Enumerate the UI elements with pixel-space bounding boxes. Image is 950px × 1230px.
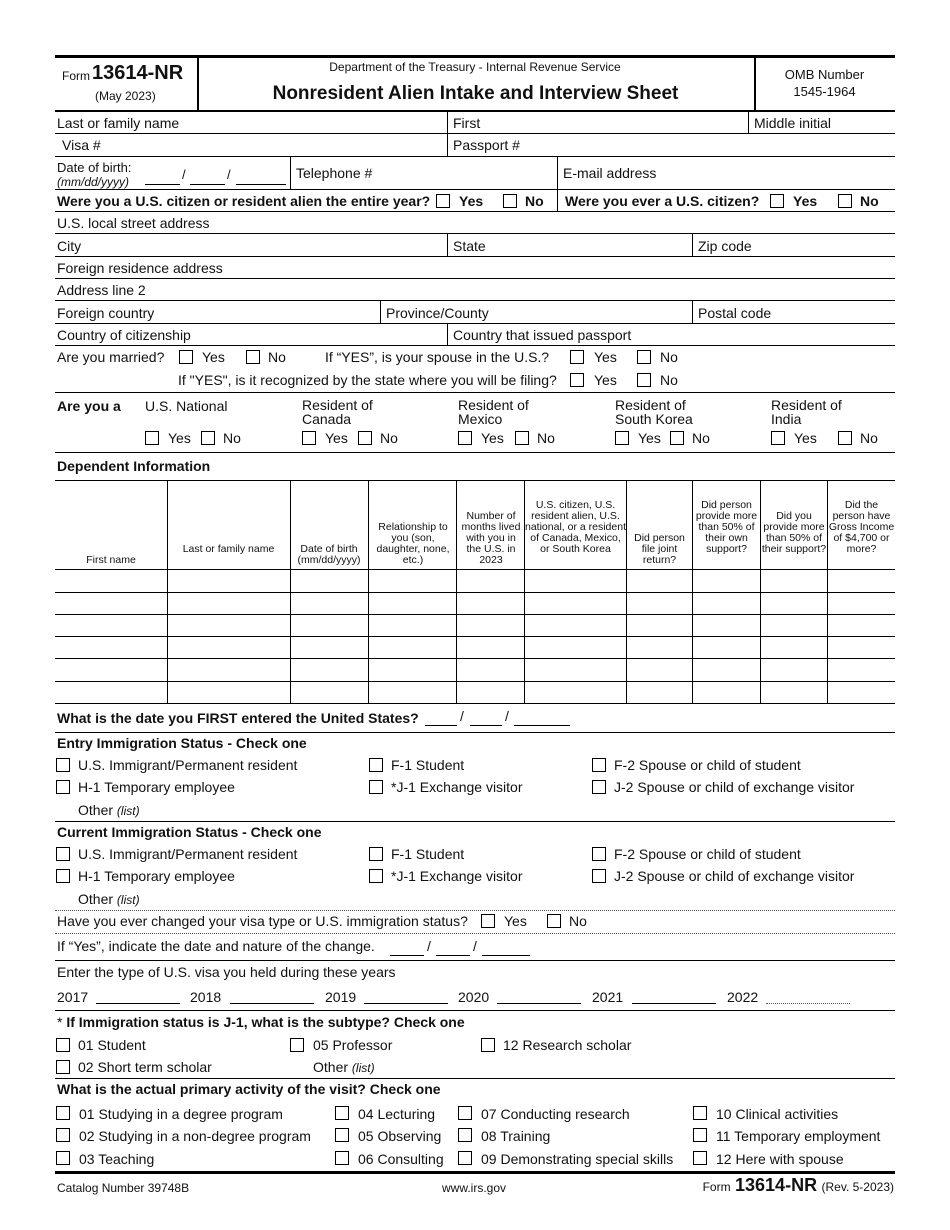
date-slash: / [460,708,464,724]
date-slash: / [505,708,509,724]
no-label: No [380,430,398,446]
india-label: Resident of India [771,397,842,427]
no-label: No [860,430,878,446]
dep-col-joint-return: Did person file joint return? [634,532,685,566]
entry-j1-label: *J-1 Exchange visitor [391,779,523,795]
j1-student-checkbox[interactable] [56,1038,70,1052]
activity-11-label: 11 Temporary employment [716,1128,881,1144]
recognized-no-checkbox[interactable] [637,373,651,387]
south-korea-label: Resident of South Korea [615,397,693,427]
yes-label: Yes [638,430,661,446]
south-korea-yes-checkbox[interactable] [615,431,629,445]
dep-col-relationship: Relationship to you (son, daughter, none, etc.) [376,521,450,566]
state-label[interactable]: State [453,238,486,254]
omb-number: 1545-1964 [793,84,856,99]
us-national-no-checkbox[interactable] [201,431,215,445]
no-label: No [860,193,879,209]
middle-initial-label[interactable]: Middle initial [754,115,832,131]
email-label[interactable]: E-mail address [563,165,657,181]
j1-research-checkbox[interactable] [481,1038,495,1052]
dependent-info-title: Dependent Information [57,458,211,474]
agency: Department of the Treasury - Internal Revenue Service [329,60,621,74]
activity-05-label: 05 Observing [358,1128,442,1144]
current-h1-label: H-1 Temporary employee [78,868,235,884]
us-national-yes-checkbox[interactable] [145,431,159,445]
current-f2-checkbox[interactable] [592,847,606,861]
current-f1-label: F-1 Student [391,846,465,862]
india-no-checkbox[interactable] [838,431,852,445]
passport-label[interactable]: Passport # [453,137,520,153]
entry-j2-label: J-2 Spouse or child of exchange visitor [614,779,855,795]
south-korea-no-checkbox[interactable] [670,431,684,445]
entry-j2-checkbox[interactable] [592,780,606,794]
changed-date-question: If “Yes”, indicate the date and nature of the change. [57,938,375,954]
canada-no-checkbox[interactable] [358,431,372,445]
spouse-yes-checkbox[interactable] [570,350,584,364]
dob-slash: / [182,167,186,182]
activity-04-checkbox[interactable] [335,1106,349,1120]
no-label: No [569,913,587,929]
canada-yes-checkbox[interactable] [302,431,316,445]
yes-label: Yes [504,913,527,929]
j1-student-label: 01 Student [78,1037,146,1053]
citizen-resident-no-checkbox[interactable] [503,194,517,208]
date-slash: / [473,938,477,954]
dob-format: (mm/dd/yyyy) [57,175,129,189]
citizenship-label[interactable]: Country of citizenship [57,327,191,343]
form-title: Nonresident Alien Intake and Interview Sheet [272,83,679,104]
entry-j1-checkbox[interactable] [369,780,383,794]
activity-10-checkbox[interactable] [693,1106,707,1120]
entry-status-title: Entry Immigration Status - Check one [57,735,307,751]
j1-short-term-label: 02 Short term scholar [78,1059,212,1075]
year-2022-label: 2022 [727,989,759,1005]
activity-03-checkbox[interactable] [56,1151,70,1165]
married-question: Are you married? [57,349,165,365]
current-h1-checkbox[interactable] [56,869,70,883]
ever-citizen-no-checkbox[interactable] [838,194,852,208]
first-entered-question: What is the date you FIRST entered the United States? [57,710,419,726]
us-national-label: U.S. National [145,398,228,414]
are-you-label: Are you a [57,398,121,414]
current-permanent-label: U.S. Immigrant/Permanent resident [78,846,298,862]
activity-09-checkbox[interactable] [458,1151,472,1165]
form-number: 13614-NR [92,62,184,84]
dep-col-own-support: Did person provide more than 50% of their own support? [695,499,758,555]
citizen-resident-yes-checkbox[interactable] [436,194,450,208]
yes-label: Yes [594,349,617,365]
first-name-label[interactable]: First [453,115,481,131]
current-j1-label: *J-1 Exchange visitor [391,868,523,884]
mexico-yes-checkbox[interactable] [458,431,472,445]
mexico-label: Resident of Mexico [458,397,529,427]
passport-country-label[interactable]: Country that issued passport [453,327,632,343]
citizen-resident-question: Were you a U.S. citizen or resident alien the entire year? [57,193,431,209]
city-label[interactable]: City [57,238,82,254]
omb-label: OMB Number [784,67,865,82]
activity-02-label: 02 Studying in a non-degree program [79,1128,311,1144]
year-2021-label: 2021 [592,989,624,1005]
no-label: No [660,349,678,365]
yes-label: Yes [793,193,818,209]
dep-col-months: Number of months lived with you in the U.S. in 2023 [461,510,521,566]
spouse-no-checkbox[interactable] [637,350,651,364]
activity-08-checkbox[interactable] [458,1128,472,1142]
year-2018-label: 2018 [190,989,222,1005]
activity-05-checkbox[interactable] [335,1128,349,1142]
current-other-label[interactable]: Other (list) [78,891,140,907]
entry-f2-checkbox[interactable] [592,758,606,772]
year-2017-input[interactable] [96,1003,180,1004]
form-date: (May 2023) [95,89,156,103]
activity-04-label: 04 Lecturing [358,1106,436,1122]
zip-label[interactable]: Zip code [698,238,752,254]
current-j2-label: J-2 Spouse or child of exchange visitor [614,868,855,884]
dep-col-citizen-status: U.S. citizen, U.S. resident alien, U.S. national, or a resident of Canada, Mexico, or South Korea [525,499,626,555]
activity-01-checkbox[interactable] [56,1106,70,1120]
yes-label: Yes [325,430,348,446]
spouse-in-us-question: If “YES”, is your spouse in the U.S.? [325,349,550,365]
activity-11-checkbox[interactable] [693,1128,707,1142]
j1-other-label[interactable]: Other (list) [313,1059,375,1075]
current-j2-checkbox[interactable] [592,869,606,883]
entry-permanent-checkbox[interactable] [56,758,70,772]
yes-label: Yes [202,349,225,365]
entry-other-label[interactable]: Other (list) [78,802,140,818]
mexico-no-checkbox[interactable] [515,431,529,445]
married-no-checkbox[interactable] [246,350,260,364]
year-2022-input[interactable] [766,1003,850,1004]
dep-col-last-name: Last or family name [182,543,275,555]
no-label: No [692,430,710,446]
dep-col-gross-income: Did the person have Gross Income of $4,700 or more? [828,499,895,555]
activity-06-label: 06 Consulting [358,1151,444,1167]
yes-label: Yes [168,430,191,446]
telephone-label[interactable]: Telephone # [296,165,373,181]
entry-h1-checkbox[interactable] [56,780,70,794]
form-word: Form [62,69,90,83]
activity-12-label: 12 Here with spouse [716,1151,844,1167]
dob-slash: / [227,167,231,182]
year-2021-input[interactable] [632,1003,716,1004]
entry-f2-label: F-2 Spouse or child of student [614,757,801,773]
year-2020-label: 2020 [458,989,490,1005]
street-address-label[interactable]: U.S. local street address [57,215,210,231]
dep-col-first-name: First name [86,554,136,566]
j1-professor-label: 05 Professor [313,1037,393,1053]
year-2019-label: 2019 [325,989,357,1005]
yes-label: Yes [794,430,817,446]
current-f1-checkbox[interactable] [369,847,383,861]
activity-01-label: 01 Studying in a degree program [79,1106,283,1122]
canada-label: Resident of Canada [302,397,373,427]
no-label: No [268,349,286,365]
activity-12-checkbox[interactable] [693,1151,707,1165]
current-f2-label: F-2 Spouse or child of student [614,846,801,862]
province-label[interactable]: Province/County [386,305,489,321]
dep-col-your-support: Did you provide more than 50% of their support? [761,510,827,555]
j1-professor-checkbox[interactable] [290,1038,304,1052]
j1-research-label: 12 Research scholar [503,1037,632,1053]
activity-03-label: 03 Teaching [79,1151,155,1167]
ever-citizen-yes-checkbox[interactable] [770,194,784,208]
ever-citizen-question: Were you ever a U.S. citizen? [565,193,760,209]
no-label: No [660,372,678,388]
year-2018-input[interactable] [230,1003,314,1004]
catalog-number: Catalog Number 39748B [57,1181,190,1195]
dob-label: Date of birth: [57,160,132,175]
j1-subtype-title: * If Immigration status is J-1, what is the subtype? Check one [57,1014,465,1030]
foreign-country-label[interactable]: Foreign country [57,305,155,321]
activity-09-label: 09 Demonstrating special skills [481,1151,674,1167]
entry-f1-label: F-1 Student [391,757,465,773]
changed-yes-checkbox[interactable] [481,914,495,928]
no-label: No [537,430,555,446]
no-label: No [223,430,241,446]
postal-code-label[interactable]: Postal code [698,305,772,321]
activity-08-label: 08 Training [481,1128,551,1144]
no-label: No [525,193,544,209]
changed-no-checkbox[interactable] [547,914,561,928]
activity-06-checkbox[interactable] [335,1151,349,1165]
married-yes-checkbox[interactable] [179,350,193,364]
activity-02-checkbox[interactable] [56,1128,70,1142]
foreign-residence-label[interactable]: Foreign residence address [57,260,223,276]
last-name-label[interactable]: Last or family name [57,115,180,131]
footer-form-id: Form 13614-NR (Rev. 5-2023) [702,1175,894,1195]
yes-label: Yes [459,193,484,209]
entry-h1-label: H-1 Temporary employee [78,779,235,795]
irs-website[interactable]: www.irs.gov [442,1181,507,1195]
dependent-rows[interactable] [55,569,895,703]
current-j1-checkbox[interactable] [369,869,383,883]
current-permanent-checkbox[interactable] [56,847,70,861]
recognized-yes-checkbox[interactable] [570,373,584,387]
date-slash: / [427,938,431,954]
current-status-title: Current Immigration Status - Check one [57,824,322,840]
yes-label: Yes [481,430,504,446]
yes-label: Yes [594,372,617,388]
changed-status-question: Have you ever changed your visa type or U.S. immigration status? [57,913,468,929]
entry-permanent-label: U.S. Immigrant/Permanent resident [78,757,298,773]
recognized-question: If "YES", is it recognized by the state where you will be filing? [178,372,557,388]
activity-10-label: 10 Clinical activities [716,1106,839,1122]
address-line2-label[interactable]: Address line 2 [57,282,146,298]
visa-years-question: Enter the type of U.S. visa you held during these years [57,964,396,980]
india-yes-checkbox[interactable] [771,431,785,445]
year-2019-input[interactable] [364,1003,448,1004]
activity-07-checkbox[interactable] [458,1106,472,1120]
dep-col-dob: Date of birth (mm/dd/yyyy) [297,543,361,566]
year-2017-label: 2017 [57,989,89,1005]
year-2020-input[interactable] [497,1003,581,1004]
j1-short-term-checkbox[interactable] [56,1060,70,1074]
visa-label[interactable]: Visa # [62,137,101,153]
entry-f1-checkbox[interactable] [369,758,383,772]
activity-title: What is the actual primary activity of the visit? Check one [57,1081,441,1097]
activity-07-label: 07 Conducting research [481,1106,630,1122]
